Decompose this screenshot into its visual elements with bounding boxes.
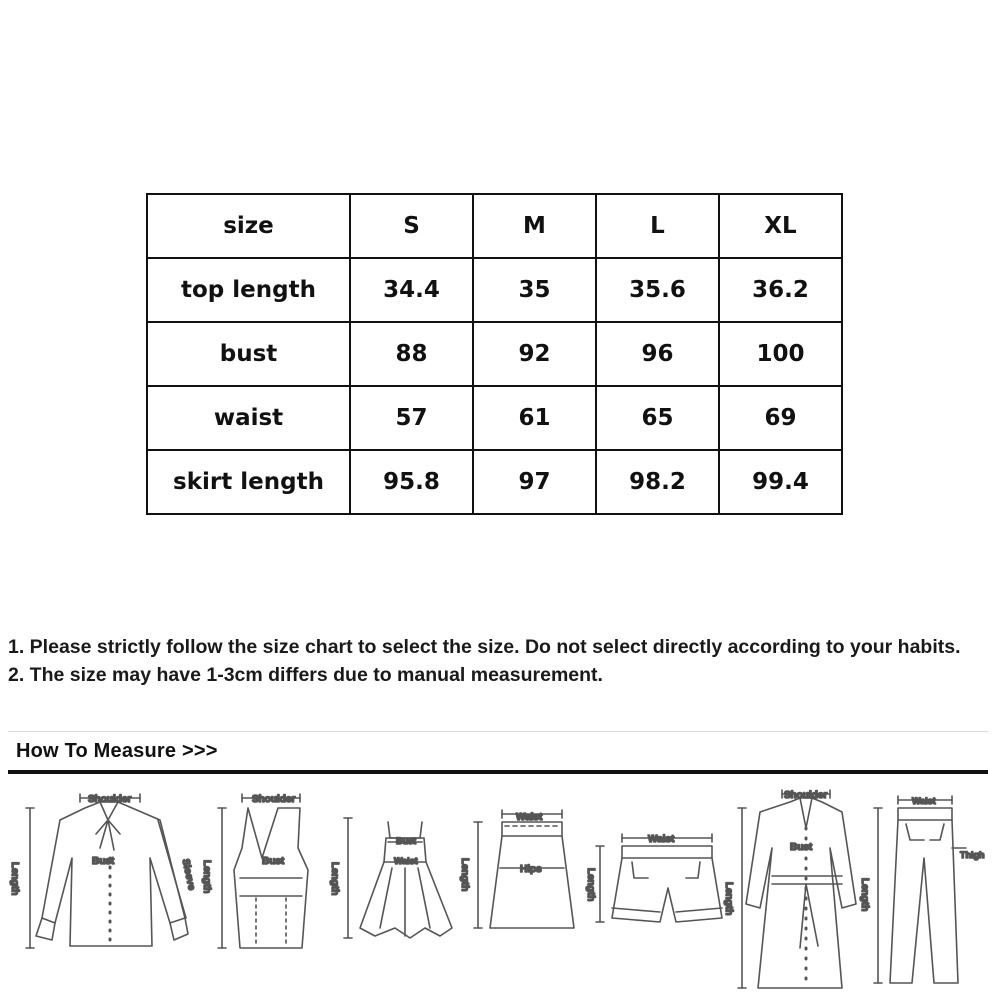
- label-hips: Hips: [520, 864, 542, 875]
- table-cell: 34.4: [350, 258, 473, 322]
- blouse-diagram: [26, 794, 188, 948]
- size-notes: [8, 633, 993, 689]
- label-shoulder: Shoulder: [784, 790, 828, 801]
- table-cell: 65: [596, 386, 719, 450]
- label-bust: Bust: [92, 856, 115, 867]
- label-length: Length: [723, 882, 734, 916]
- table-cell: 61: [473, 386, 596, 450]
- table-row: [147, 258, 842, 322]
- label-bust: Bust: [790, 842, 813, 853]
- label-length: Length: [9, 862, 20, 896]
- label-shoulder: Shoulder: [252, 794, 296, 805]
- label-length: Length: [459, 858, 470, 892]
- how-to-measure-illustrations: [0, 778, 1000, 1000]
- label-bust: Bust: [396, 836, 416, 846]
- table-row: [147, 386, 842, 450]
- divider: [8, 770, 988, 774]
- table-header-cell: XL: [719, 194, 842, 258]
- row-label: waist: [147, 386, 350, 450]
- coat-diagram: [738, 790, 856, 988]
- table-header-row: [147, 194, 842, 258]
- table-row: [147, 450, 842, 514]
- label-length: Length: [859, 878, 870, 912]
- table-cell: 95.8: [350, 450, 473, 514]
- label-length: Length: [585, 868, 596, 902]
- label-length: Length: [201, 860, 212, 894]
- table-cell: 69: [719, 386, 842, 450]
- label-waist: Waist: [516, 812, 543, 823]
- divider: [8, 731, 988, 732]
- row-label: bust: [147, 322, 350, 386]
- note-2: 2. The size may have 1-3cm differs due to manual measurement.: [8, 664, 603, 686]
- table-cell: 92: [473, 322, 596, 386]
- table-cell: 99.4: [719, 450, 842, 514]
- label-sleeve: Sleeve: [179, 857, 197, 892]
- table-cell: 96: [596, 322, 719, 386]
- table-cell: 98.2: [596, 450, 719, 514]
- label-waist: Waist: [912, 796, 936, 806]
- table-header-cell: M: [473, 194, 596, 258]
- label-waist: Waist: [394, 856, 418, 866]
- how-to-measure-title: How To Measure >>>: [16, 740, 218, 762]
- tank-top-diagram: [218, 794, 308, 948]
- size-chart-table: [146, 193, 843, 515]
- row-label: skirt length: [147, 450, 350, 514]
- table-cell: 36.2: [719, 258, 842, 322]
- table-header-cell: size: [147, 194, 350, 258]
- label-length: Length: [329, 862, 340, 896]
- table-cell: 35: [473, 258, 596, 322]
- table-cell: 97: [473, 450, 596, 514]
- table-cell: 88: [350, 322, 473, 386]
- label-bust: Bust: [262, 856, 285, 867]
- table-cell: 35.6: [596, 258, 719, 322]
- table-cell: 100: [719, 322, 842, 386]
- table-row: [147, 322, 842, 386]
- table-cell: 57: [350, 386, 473, 450]
- label-waist: Waist: [648, 834, 675, 845]
- table-header-cell: S: [350, 194, 473, 258]
- label-shoulder: Shoulder: [88, 794, 132, 805]
- shorts-diagram: [596, 834, 722, 922]
- row-label: top length: [147, 258, 350, 322]
- table-header-cell: L: [596, 194, 719, 258]
- note-1: 1. Please strictly follow the size chart to select the size. Do not select directly according to your habits.: [8, 636, 961, 658]
- label-thigh: Thigh: [960, 850, 985, 860]
- trousers-diagram: [874, 796, 966, 983]
